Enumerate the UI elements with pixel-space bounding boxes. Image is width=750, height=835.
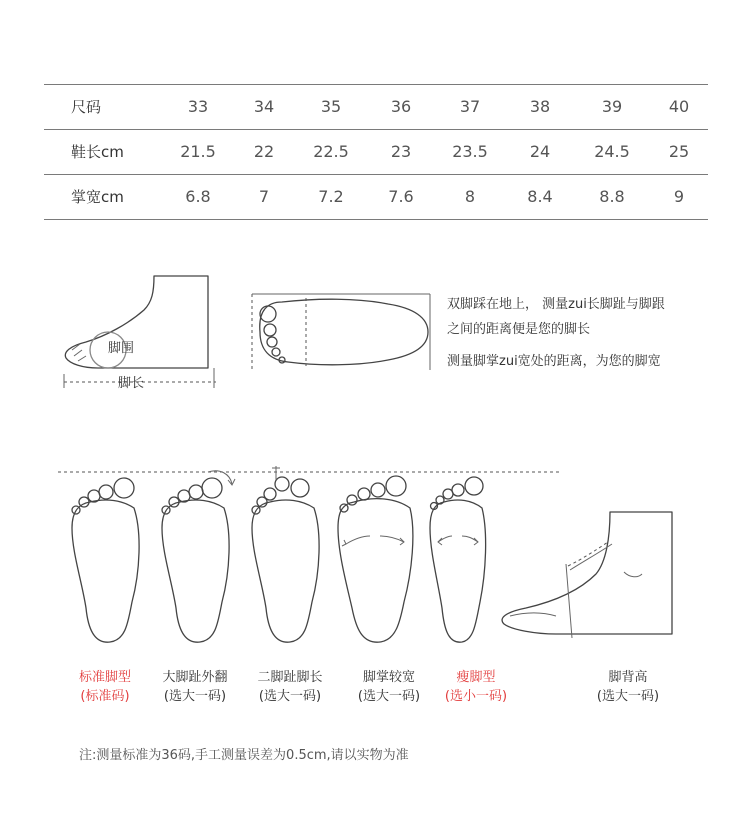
foot-type-thin — [426, 668, 526, 706]
foot-type-advice: (选大一码) — [258, 689, 322, 704]
foot-high-instep-icon — [496, 508, 682, 648]
foot-type-advice: (选小一码) — [444, 689, 508, 704]
row-label: 尺码 — [71, 98, 102, 116]
foot-length-label: 脚长 — [118, 376, 145, 391]
table-cell: 40 — [668, 97, 690, 116]
foot-long-second-toe-icon — [246, 466, 330, 652]
table-cell: 21.5 — [180, 142, 216, 161]
measure-desc-line1: 双脚踩在地上， 测量zui长脚趾与脚跟 — [447, 297, 665, 312]
table-cell: 6.8 — [185, 187, 211, 206]
foot-type-advice: (选大一码) — [357, 689, 421, 704]
table-row-width — [44, 175, 708, 219]
foot-type-name: 二脚趾脚长 — [257, 670, 323, 685]
foot-type-name: 大脚趾外翻 — [162, 670, 228, 685]
row-label: 掌宽cm — [71, 188, 124, 206]
foot-type-standard — [55, 668, 155, 706]
table-cell: 7.6 — [388, 187, 414, 206]
table-cell: 8 — [464, 187, 476, 206]
table-cell: 8.8 — [599, 187, 625, 206]
measure-desc-line2: 之间的距离便是您的脚长 — [447, 322, 591, 337]
foot-type-name: 标准脚型 — [78, 670, 131, 685]
measure-desc-line3: 测量脚掌zui宽处的距离，为您的脚宽 — [447, 354, 661, 369]
foot-type-name: 脚背高 — [608, 670, 648, 685]
table-cell: 36 — [390, 97, 412, 116]
table-row-size — [44, 85, 708, 129]
top-foot-illustration — [248, 292, 434, 372]
table-cell: 25 — [668, 142, 690, 161]
table-cell: 8.4 — [527, 187, 553, 206]
foot-type-advice: (标准码) — [80, 689, 130, 704]
foot-type-wide — [339, 668, 439, 706]
foot-type-long-second-toe — [240, 668, 340, 706]
foot-type-high-instep — [578, 668, 678, 706]
foot-girth-label: 脚围 — [108, 341, 135, 356]
table-cell: 9 — [673, 187, 685, 206]
foot-type-advice: (选大一码) — [163, 689, 227, 704]
table-row-length — [44, 130, 708, 174]
table-cell: 39 — [601, 97, 623, 116]
table-cell: 7.2 — [318, 187, 344, 206]
footnote: 注:测量标准为36码,手工测量误差为0.5cm,请以实物为准 — [79, 748, 409, 763]
table-cell: 24.5 — [594, 142, 630, 161]
table-cell: 22.5 — [313, 142, 349, 161]
table-cell: 7 — [258, 187, 270, 206]
table-cell: 37 — [459, 97, 481, 116]
table-cell: 24 — [529, 142, 551, 161]
foot-type-advice: (选大一码) — [596, 689, 660, 704]
table-cell: 22 — [253, 142, 275, 161]
foot-bunion-icon — [156, 466, 240, 652]
table-cell: 34 — [253, 97, 275, 116]
foot-type-name: 瘦脚型 — [456, 670, 496, 685]
foot-type-name: 脚掌较宽 — [362, 670, 415, 685]
foot-thin-icon — [422, 472, 502, 652]
table-cell: 33 — [187, 97, 209, 116]
table-cell: 23.5 — [452, 142, 488, 161]
table-divider — [44, 219, 708, 220]
foot-type-bunion — [145, 668, 245, 706]
table-cell: 35 — [320, 97, 342, 116]
table-cell: 38 — [529, 97, 551, 116]
size-table — [44, 84, 708, 220]
row-label: 鞋长cm — [71, 143, 124, 161]
table-cell: 23 — [390, 142, 412, 161]
foot-standard-icon — [66, 472, 146, 652]
foot-wide-icon — [334, 472, 418, 652]
